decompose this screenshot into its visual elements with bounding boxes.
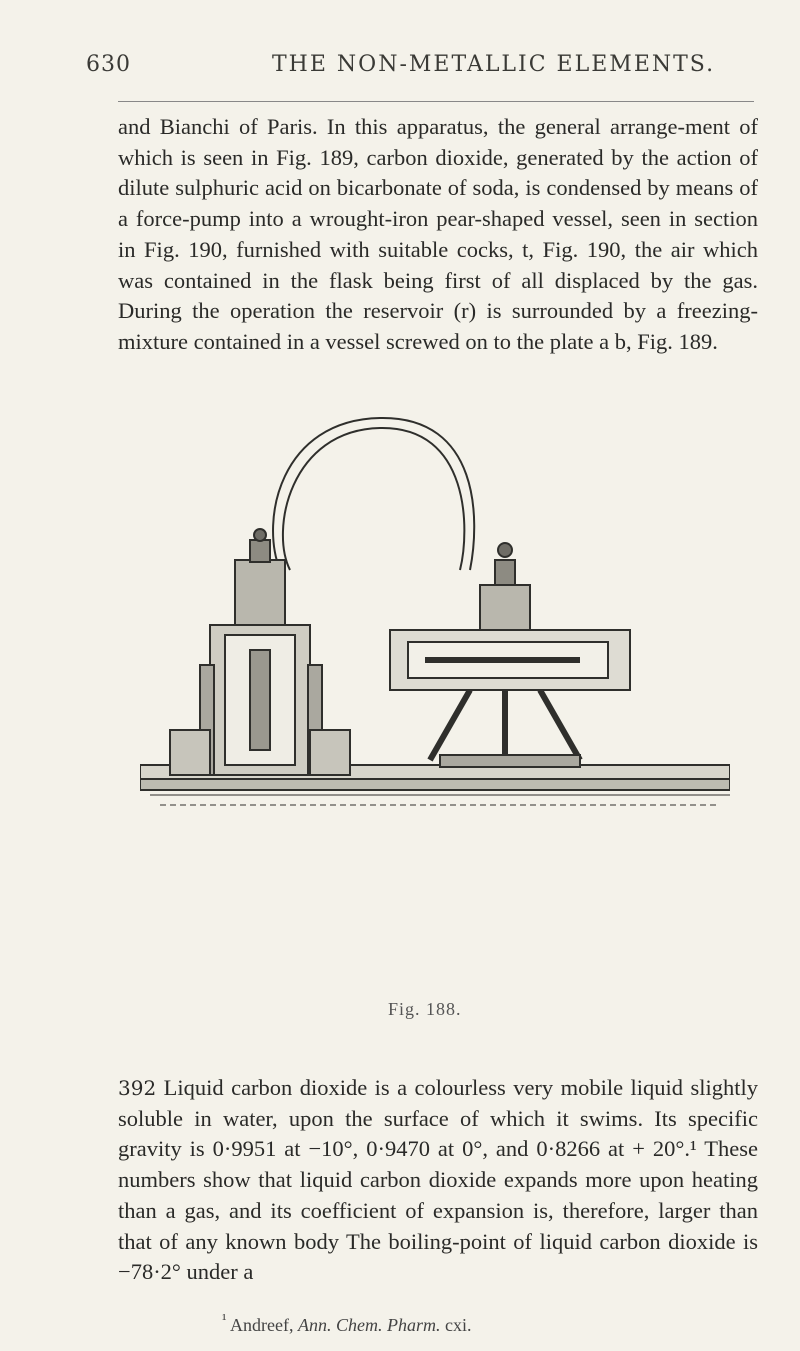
footnote-author: Andreef, [230,1315,294,1335]
section-text: Liquid carbon dioxide is a colourless very mobile liquid slightly soluble in water, upon the surface of which it swims. Its specific gravity is 0·9951 at −10°, 0·9470 at 0°, and 0·8266 at + 20°.¹ These numbers show that liquid carbon dioxide expands more upon heating than a gas, and its coefficient of expansion is, therefore, larger than that of any known body The boiling-point of liquid carbon dioxide is −78·2° under a [118,1075,759,1285]
running-title: THE NON-METALLIC ELEMENTS. [272,52,716,77]
connecting-tube [283,428,464,570]
footnote [222,1312,471,1336]
footnote-marker: ¹ [222,1312,227,1328]
section-392 [118,1073,758,1288]
footnote-source: Ann. Chem. Pharm. [297,1315,441,1335]
running-header [86,52,726,86]
stand-legs [430,685,580,760]
footnote-volume: cxi. [444,1315,472,1335]
paragraph-1: and Bianchi of Paris. In this apparatus, the general arrange-ment of which is seen in Fig. 189, carbon dioxide, generated by the action of dilute sulphuric acid on bicarbonate of soda, is condensed by means of a force-pump into a wrought-iron pear-shaped vessel, seen in section in Fig. 190, furnished with suitable cocks, t, Fig. 190, the air which was contained in the flask being first of all displaced by the gas. During the operation the reservoir (r) is surrounded by a freezing-mixture contained in a vessel screwed on to the plate a b, Fig. 189. [118,114,758,354]
figure-illustration [140,410,730,990]
apparatus-drawing [140,410,730,990]
section-number: 392 [118,1076,157,1100]
page-number: 630 [86,52,131,77]
figure-caption: Fig. 188. [388,999,462,1019]
header-rule [118,101,754,102]
